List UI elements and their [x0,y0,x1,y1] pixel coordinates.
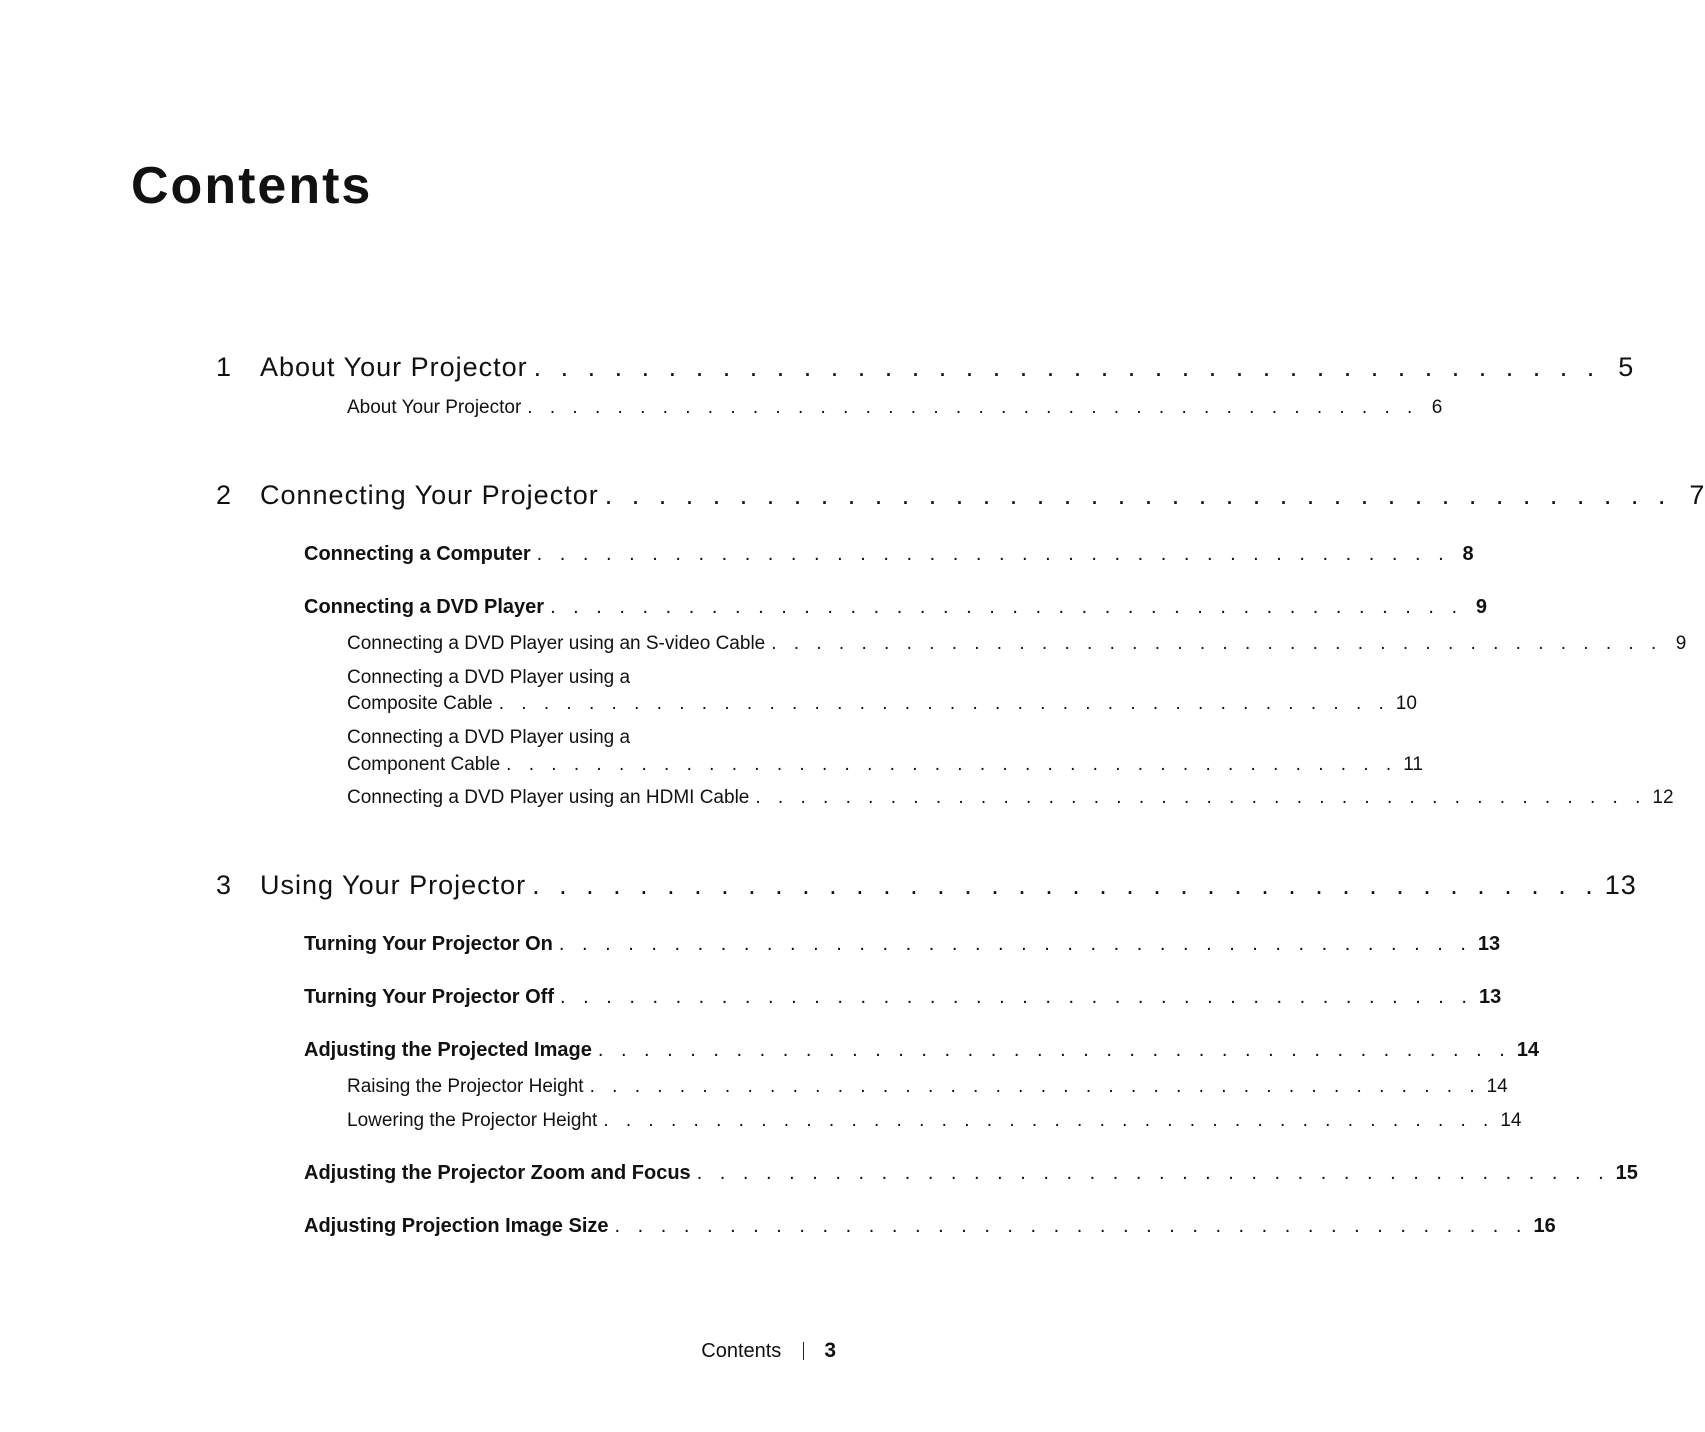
page-number: 7 [1689,480,1705,510]
chapter-number: 2 [216,480,233,510]
section-title: Adjusting the Projected Image [304,1039,592,1061]
toc-section[interactable] [304,1162,1638,1185]
page-number: 14 [1486,1076,1508,1097]
page-number: 8 [1462,543,1474,565]
dot-leader: . . . . . . . . . . . . . . . . . . . . . . . . . . . . . . . . . . . . . . . . [696,1162,1610,1184]
page-number: 6 [1431,397,1443,418]
page-number: 13 [1604,870,1637,900]
toc-subsection[interactable] [347,1076,1508,1098]
subsection-title: Raising the Projector Height [347,1076,584,1097]
footer-page-number: 3 [824,1339,836,1362]
chapter-title: About Your Projector [260,352,528,382]
dot-leader: . . . . . . . . . . . . . . . . . . . . . . . . . . . . . . . . . . . . . . . . [533,352,1601,382]
page-footer [701,1339,836,1363]
section-title: Connecting a Computer [304,543,531,565]
toc-subsection[interactable] [347,787,1674,809]
dot-leader: . . . . . . . . . . . . . . . . . . . . . . . . . . . . . . . . . . . . . . . . [498,693,1390,714]
section-title: Adjusting the Projector Zoom and Focus [304,1162,691,1184]
dot-leader: . . . . . . . . . . . . . . . . . . . . . . . . . . . . . . . . . . . . . . . . [560,986,1473,1008]
toc-section[interactable] [304,1039,1540,1062]
page-number: 9 [1675,633,1687,654]
dot-leader: . . . . . . . . . . . . . . . . . . . . . . . . . . . . . . . . . . . . . . . . [506,754,1398,775]
page-number: 14 [1500,1110,1522,1131]
toc-section[interactable] [304,933,1501,956]
chapter-number: 1 [216,352,233,382]
page-title: Contents [131,157,373,215]
chapter-title: Using Your Projector [260,870,527,900]
page-number: 10 [1395,693,1417,714]
page-number: 16 [1533,1215,1556,1237]
page-number: 14 [1516,1039,1540,1061]
dot-leader: . . . . . . . . . . . . . . . . . . . . . . . . . . . . . . . . . . . . . . . . [536,543,1450,565]
toc-subsection[interactable] [347,693,1417,715]
page-number: 9 [1475,596,1488,618]
toc-section[interactable] [304,543,1474,566]
footer-divider [803,1342,804,1360]
section-title: Turning Your Projector Off [304,986,554,1008]
section-title: Turning Your Projector On [304,933,553,955]
toc-chapter-1[interactable] [216,352,1635,383]
toc-section[interactable] [304,596,1488,619]
dot-leader: . . . . . . . . . . . . . . . . . . . . . . . . . . . . . . . . . . . . . . . . [603,1110,1495,1131]
dot-leader: . . . . . . . . . . . . . . . . . . . . . . . . . . . . . . . . . . . . . . . . [550,596,1464,618]
toc-subsection[interactable] [347,633,1687,655]
footer-label: Contents [701,1339,782,1362]
subsection-title-line-1: Connecting a DVD Player using a [347,727,631,748]
dot-leader: . . . . . . . . . . . . . . . . . . . . . . . . . . . . . . . . . . . . . . . . [604,480,1672,510]
section-title: Connecting a DVD Player [304,596,545,618]
section-title: Adjusting Projection Image Size [304,1215,609,1237]
page-number: 13 [1478,986,1502,1008]
chapter-number: 3 [216,870,233,900]
page-number: 5 [1618,352,1635,382]
subsection-title: Connecting a DVD Player using an HDMI Cable [347,787,750,808]
toc-subsection[interactable] [347,1110,1522,1132]
subsection-title-line-1: Connecting a DVD Player using a [347,667,631,688]
dot-leader: . . . . . . . . . . . . . . . . . . . . . . . . . . . . . . . . . . . . . . . . [771,633,1663,654]
dot-leader: . . . . . . . . . . . . . . . . . . . . . . . . . . . . . . . . . . . . . . . . [532,870,1599,900]
toc-chapter-3[interactable] [216,870,1637,901]
page-number: 13 [1477,933,1501,955]
subsection-title-line-2: Composite Cable [347,693,493,714]
toc-subsection[interactable] [347,754,1423,776]
dot-leader: . . . . . . . . . . . . . . . . . . . . . . . . . . . . . . . . . . . . . . . . [527,397,1419,418]
dot-leader: . . . . . . . . . . . . . . . . . . . . . . . . . . . . . . . . . . . . . . . . [597,1039,1511,1061]
dot-leader: . . . . . . . . . . . . . . . . . . . . . . . . . . . . . . . . . . . . . . . . [589,1076,1481,1097]
chapter-title: Connecting Your Projector [260,480,599,510]
toc-subsection[interactable] [347,397,1443,419]
subsection-title: Connecting a DVD Player using an S-video Cable [347,633,766,654]
subsection-title-line-2: Component Cable [347,754,501,775]
dot-leader: . . . . . . . . . . . . . . . . . . . . . . . . . . . . . . . . . . . . . . . . [614,1215,1528,1237]
page-number: 15 [1615,1162,1638,1184]
subsection-title: About Your Projector [347,397,522,418]
toc-chapter-2[interactable] [216,480,1705,511]
toc-section[interactable] [304,1215,1556,1238]
page-number: 11 [1403,754,1423,775]
toc-section[interactable] [304,986,1502,1009]
dot-leader: . . . . . . . . . . . . . . . . . . . . . . . . . . . . . . . . . . . . . . . . [755,787,1647,808]
page-number: 12 [1652,787,1674,808]
dot-leader: . . . . . . . . . . . . . . . . . . . . . . . . . . . . . . . . . . . . . . . . [558,933,1472,955]
subsection-title: Lowering the Projector Height [347,1110,598,1131]
